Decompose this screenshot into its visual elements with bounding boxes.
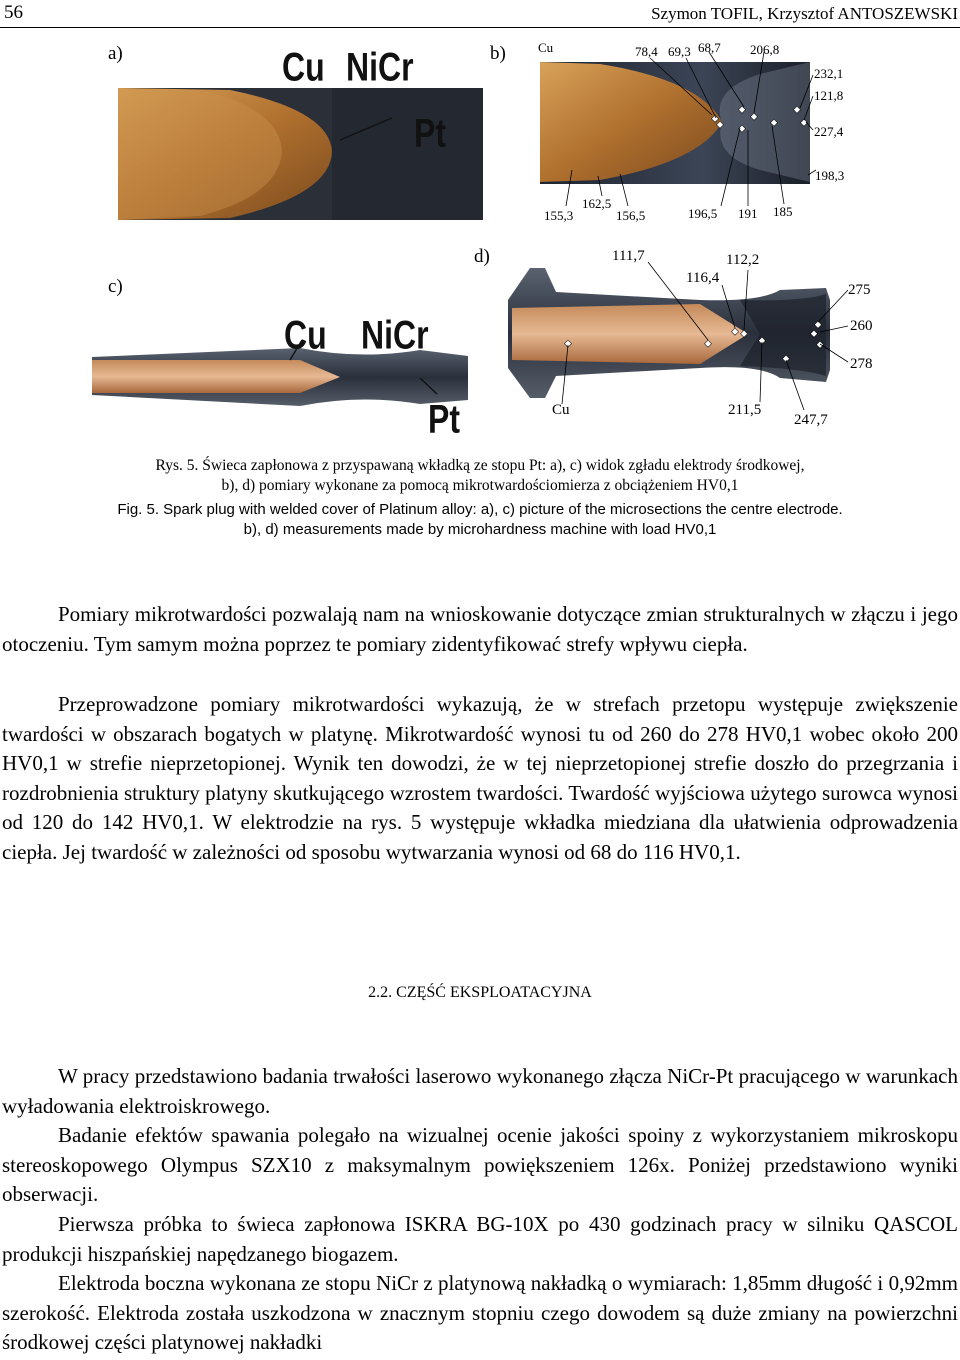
label-b-m12: 196,5 xyxy=(688,206,718,221)
label-b-m1: 78,4 xyxy=(635,44,658,59)
panel-label-c: c) xyxy=(108,276,123,297)
panel-label-d: d) xyxy=(474,246,490,267)
label-b-m7: 227,4 xyxy=(814,124,844,139)
header-rule xyxy=(0,27,960,28)
caption-en-line2: b), d) measurements made by microhardness machine with load HV0,1 xyxy=(243,521,717,538)
label-b-m9: 155,3 xyxy=(544,208,574,223)
paragraph-3: W pracy przedstawiono badania trwałości laserowo wykonanego złącza NiCr-Pt pracującego w warunkach wyładowania elektroiskrowego. xyxy=(2,1064,958,1118)
label-b-m4: 206,8 xyxy=(750,42,780,57)
paragraph-4: Badanie efektów spawania polegało na wizualnej ocenie jakości spoiny z wykorzystaniem mikroskopu stereoskopowego Olympus SZX10 z maksymalnym powiększeniem 126x. Poniżej przedstawiono wyniki obserwacji. xyxy=(2,1123,958,1207)
label-d-m8: 247,7 xyxy=(794,412,828,428)
figure-caption-pl xyxy=(0,456,960,496)
figure-caption-en xyxy=(0,500,960,540)
label-b-m2: 69,3 xyxy=(668,44,691,59)
label-b-m6: 121,8 xyxy=(814,88,844,103)
label-d-m5: 260 xyxy=(850,318,873,334)
paragraph-1: Pomiary mikrotwardości pozwalają nam na wnioskowanie dotyczące zmian strukturalnych w złączu i jego otoczeniu. Tym samym można poprzez te pomiary zidentyfikować strefy wpływu ciepła. xyxy=(2,602,958,656)
micrograph-d xyxy=(508,262,848,410)
page-number: 56 xyxy=(4,2,23,23)
label-b-m14: 185 xyxy=(773,204,793,219)
label-c-pt: Pt xyxy=(428,396,460,441)
label-a-nicr: NiCr xyxy=(346,44,414,89)
label-d-m2: 112,2 xyxy=(726,252,760,268)
paragraph-2: Przeprowadzone pomiary mikrotwardości wykazują, że w strefach przetopu występuje zwiększenie twardości w obszarach bogatych w platynę. Mikrotwardość wynosi tu od 260 do 278 HV0,1 wobec około 200 HV0,1 w strefie nieprzetopionej. Wynik ten dowodzi, że w tej nieprzetopionej strefie doszło do przegrzania i rozdrobnienia struktury platyny skutkującego wzrostem twardości. Twardość wyjściowa użytego surowca wynosi od 120 do 142 HV0,1. W elektrodzie na rys. 5 występuje wkładka miedziana dla ułatwienia odprowadzenia ciepła. Jej twardość w zależności od sposobu wytwarzania wynosi od 68 do 116 HV0,1. xyxy=(2,692,958,864)
label-d-m1: 111,7 xyxy=(612,248,645,264)
paragraph-6: Elektroda boczna wykonana ze stopu NiCr z platynową nakładką o wymiarach: 1,85mm długość i 0,92mm szerokość. Elektroda została uszkodzona w znacznym stopniu czego dowodem są duże zmiany na powierzchni środkowej części platynowej nakładki xyxy=(2,1271,958,1355)
label-b-m11: 156,5 xyxy=(616,208,646,223)
label-b-m8: 198,3 xyxy=(815,168,845,183)
label-c-nicr: NiCr xyxy=(361,312,429,357)
label-a-cu: Cu xyxy=(282,44,325,89)
label-c-cu: Cu xyxy=(284,312,327,357)
panel-label-b: b) xyxy=(490,43,506,64)
caption-pl-line1: Rys. 5. Świeca zapłonowa z przyspawaną wkładką ze stopu Pt: a), c) widok zgładu elektrody środkowej, xyxy=(155,457,805,474)
caption-en-line1: Fig. 5. Spark plug with welded cover of Platinum alloy: a), c) picture of the microsections the centre electrode. xyxy=(117,501,843,518)
micrograph-b xyxy=(540,52,816,206)
label-d-cu: Cu xyxy=(552,402,570,418)
paragraph-5: Pierwsza próbka to świeca zapłonowa ISKRA BG-10X po 430 godzinach pracy w silniku QASCOL produkcji hiszpańskiej napędzanego biogazem. xyxy=(2,1212,958,1266)
panel-label-a: a) xyxy=(108,43,123,64)
label-d-m3: 116,4 xyxy=(686,270,720,286)
label-a-pt: Pt xyxy=(414,110,446,155)
label-b-m3: 68,7 xyxy=(698,40,721,55)
label-b-cu: Cu xyxy=(538,40,554,55)
caption-pl-line2: b), d) pomiary wykonane za pomocą mikrotwardościomierza z obciążeniem HV0,1 xyxy=(221,477,739,494)
label-d-m4: 275 xyxy=(848,282,871,298)
label-b-m10: 162,5 xyxy=(582,196,612,211)
label-b-m13: 191 xyxy=(738,206,758,221)
label-b-m5: 232,1 xyxy=(814,66,844,81)
figure-5 xyxy=(0,30,960,450)
section-heading: 2.2. CZĘŚĆ EKSPLOATACYJNA xyxy=(368,984,592,1001)
running-header-authors: Szymon TOFIL, Krzysztof ANTOSZEWSKI xyxy=(651,4,958,23)
label-d-m6: 278 xyxy=(850,356,873,372)
label-d-m7: 211,5 xyxy=(728,402,762,418)
